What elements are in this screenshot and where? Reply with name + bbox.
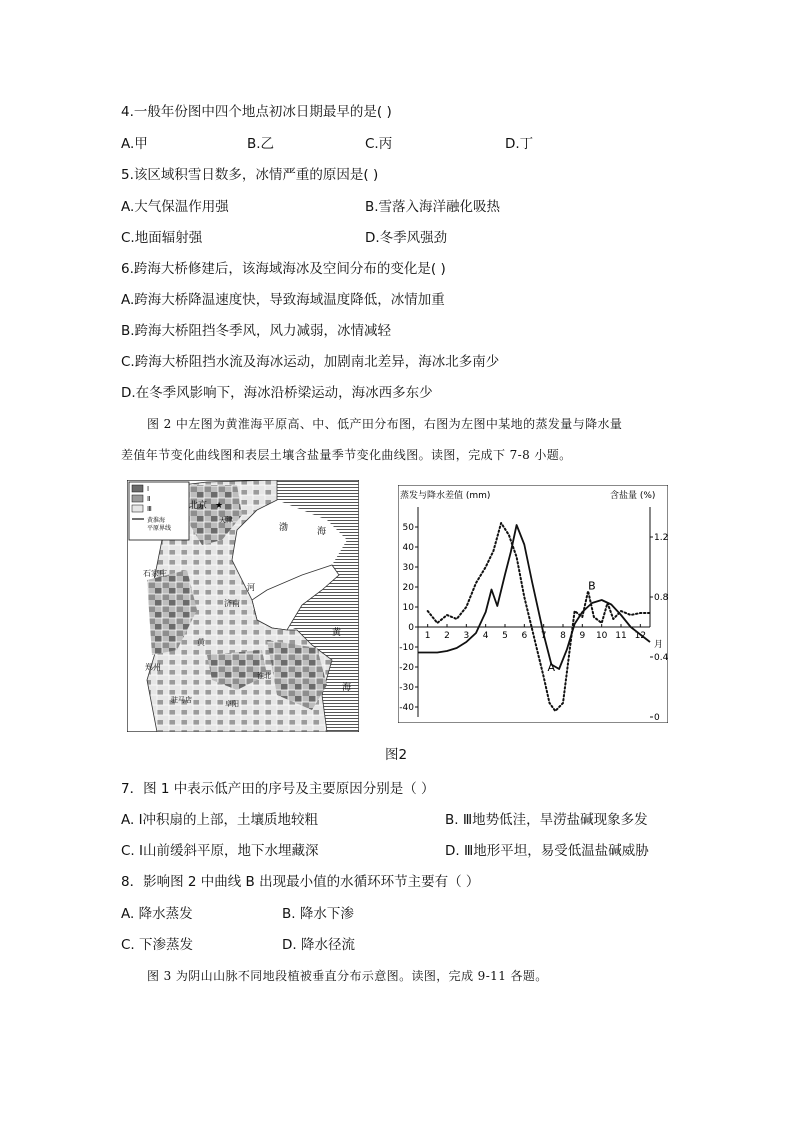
place-beijing: 北京 bbox=[189, 501, 208, 511]
q4-option-c[interactable]: C.丙 bbox=[365, 136, 393, 152]
q6-option-c[interactable]: C.跨海大桥阻挡水流及海冰运动，加剧南北差异，海冰北多南少 bbox=[121, 354, 500, 370]
q4-option-b[interactable]: B.乙 bbox=[247, 136, 275, 152]
x-tick-label: 5 bbox=[502, 631, 508, 641]
chart-frame bbox=[398, 485, 668, 723]
left-tick-label: 20 bbox=[402, 583, 414, 593]
left-tick-label: -10 bbox=[399, 643, 414, 653]
left-tick-label: -20 bbox=[399, 663, 414, 673]
place-tianjin: 天津 bbox=[219, 516, 233, 524]
legend-label-plain-2: 平原界线 bbox=[147, 525, 172, 532]
fig2-intro-line-2: 差值年节变化曲线图和表层土壤含盐量季节变化曲线图。读图，完成下 7-8 小题。 bbox=[121, 448, 572, 462]
q7-stem: 7．图 1 中表示低产田的序号及主要原因分别是（ ） bbox=[121, 781, 435, 797]
q8-option-a[interactable]: A. 降水蒸发 bbox=[121, 906, 193, 922]
left-tick-label: -30 bbox=[399, 683, 414, 693]
q4-stem: 4.一般年份图中四个地点初冰日期最早的是( ) bbox=[121, 104, 392, 120]
right-tick-label: 0.8 bbox=[654, 593, 668, 603]
legend-swatch-ii bbox=[132, 495, 143, 502]
place-yellow-sea-huang: 黄 bbox=[332, 628, 342, 638]
legend-label-i: Ⅰ bbox=[147, 485, 150, 493]
q5-option-b[interactable]: B.雪落入海洋融化吸热 bbox=[365, 199, 501, 215]
x-axis-unit: 月 bbox=[654, 640, 664, 650]
left-tick-label: 50 bbox=[402, 523, 414, 533]
x-tick-label: 12 bbox=[634, 631, 647, 641]
legend-swatch-i bbox=[132, 485, 143, 492]
x-tick-label: 4 bbox=[482, 631, 489, 641]
q7-option-c[interactable]: C. Ⅰ山前缓斜平原，地下水埋藏深 bbox=[121, 843, 319, 859]
q5-option-d[interactable]: D.冬季风强劲 bbox=[365, 230, 448, 246]
x-tick-label: 11 bbox=[615, 631, 627, 641]
q7-option-a[interactable]: A. Ⅰ冲积扇的上部，土壤质地较粗 bbox=[121, 812, 319, 828]
place-bo: 渤 bbox=[279, 523, 289, 533]
left-tick-label: -40 bbox=[399, 703, 414, 713]
x-tick-label: 9 bbox=[579, 631, 586, 641]
series-label-b: B bbox=[588, 579, 596, 593]
q6-stem: 6.跨海大桥修建后，该海域海冰及空间分布的变化是( ) bbox=[121, 261, 446, 277]
fig2-intro-line-1: 图 2 中左图为黄淮海平原高、中、低产田分布图，右图为左图中某地的蒸发量与降水量 bbox=[147, 417, 623, 431]
place-he: 河 bbox=[247, 583, 255, 592]
right-axis-label: 含盐量 (%) bbox=[610, 491, 656, 501]
place-jinan: 济南 bbox=[224, 599, 240, 608]
x-tick-label: 3 bbox=[463, 631, 470, 641]
series-label-a: A bbox=[547, 661, 556, 674]
q8-option-d[interactable]: D. 降水径流 bbox=[282, 937, 355, 953]
q6-option-b[interactable]: B.跨海大桥阻挡冬季风，风力减弱，冰情减轻 bbox=[121, 323, 392, 339]
place-zhumadian: 驻马店 bbox=[171, 696, 192, 704]
q6-option-d[interactable]: D.在冬季风影响下，海冰沿桥梁运动，海冰西多东少 bbox=[121, 385, 433, 401]
evaporation-salinity-chart bbox=[398, 485, 668, 723]
x-tick-label: 2 bbox=[444, 631, 450, 641]
x-tick-label: 8 bbox=[560, 631, 566, 641]
q4-option-d[interactable]: D.丁 bbox=[505, 136, 534, 152]
q8-stem: 8．影响图 2 中曲线 B 出现最小值的水循环环节主要有（ ） bbox=[121, 874, 480, 890]
x-tick-label: 1 bbox=[424, 631, 431, 641]
x-tick-label: 10 bbox=[595, 631, 608, 641]
legend-label-plain-1: 黄淮海 bbox=[147, 517, 166, 524]
left-tick-label: 30 bbox=[402, 563, 414, 573]
place-zhengzhou: 郑州 bbox=[145, 663, 161, 672]
place-huaibei: 淮北 bbox=[257, 672, 271, 680]
legend-label-iii: Ⅲ bbox=[147, 505, 152, 513]
right-tick-label: 0.4 bbox=[654, 653, 668, 663]
place-shijiazhuang: 石家庄 bbox=[143, 569, 167, 578]
legend-label-ii: Ⅱ bbox=[147, 495, 151, 503]
q5-option-c[interactable]: C.地面辐射强 bbox=[121, 230, 203, 246]
beijing-star-icon: ★ bbox=[215, 501, 224, 511]
right-tick-label: 0 bbox=[654, 713, 660, 723]
q7-option-d[interactable]: D. Ⅲ地形平坦，易受低温盐碱威胁 bbox=[445, 843, 649, 859]
place-huang-river: 黄 bbox=[197, 638, 205, 647]
q8-option-c[interactable]: C. 下渗蒸发 bbox=[121, 937, 194, 953]
q6-option-a[interactable]: A.跨海大桥降温速度快，导致海域温度降低，冰情加重 bbox=[121, 292, 445, 308]
left-tick-label: 10 bbox=[402, 603, 414, 613]
right-tick-label: 1.2 bbox=[654, 533, 668, 543]
fig2-caption: 图2 bbox=[385, 747, 408, 763]
q7-option-b[interactable]: B. Ⅲ地势低洼，旱涝盐碱现象多发 bbox=[445, 812, 648, 828]
q5-option-a[interactable]: A.大气保温作用强 bbox=[121, 199, 229, 215]
left-axis-label: 蒸发与降水差值 (mm) bbox=[400, 491, 491, 501]
yellow-huai-hai-plain-map bbox=[127, 480, 359, 732]
left-tick-label: 0 bbox=[408, 623, 414, 633]
x-tick-label: 7 bbox=[540, 631, 547, 641]
place-fuyang: 阜阳 bbox=[225, 700, 239, 708]
q4-option-a[interactable]: A.甲 bbox=[121, 136, 148, 152]
q8-option-b[interactable]: B. 降水下渗 bbox=[282, 906, 354, 922]
fig3-intro: 图 3 为阴山山脉不同地段植被垂直分布示意图。读图，完成 9-11 各题。 bbox=[147, 969, 548, 983]
left-tick-label: 40 bbox=[402, 543, 414, 553]
q5-stem: 5.该区域积雪日数多，冰情严重的原因是( ) bbox=[121, 167, 379, 183]
x-tick-label: 6 bbox=[521, 631, 528, 641]
place-bohai-hai: 海 bbox=[317, 527, 327, 537]
place-yellow-sea-hai: 海 bbox=[342, 683, 352, 693]
legend-swatch-iii bbox=[132, 505, 143, 512]
